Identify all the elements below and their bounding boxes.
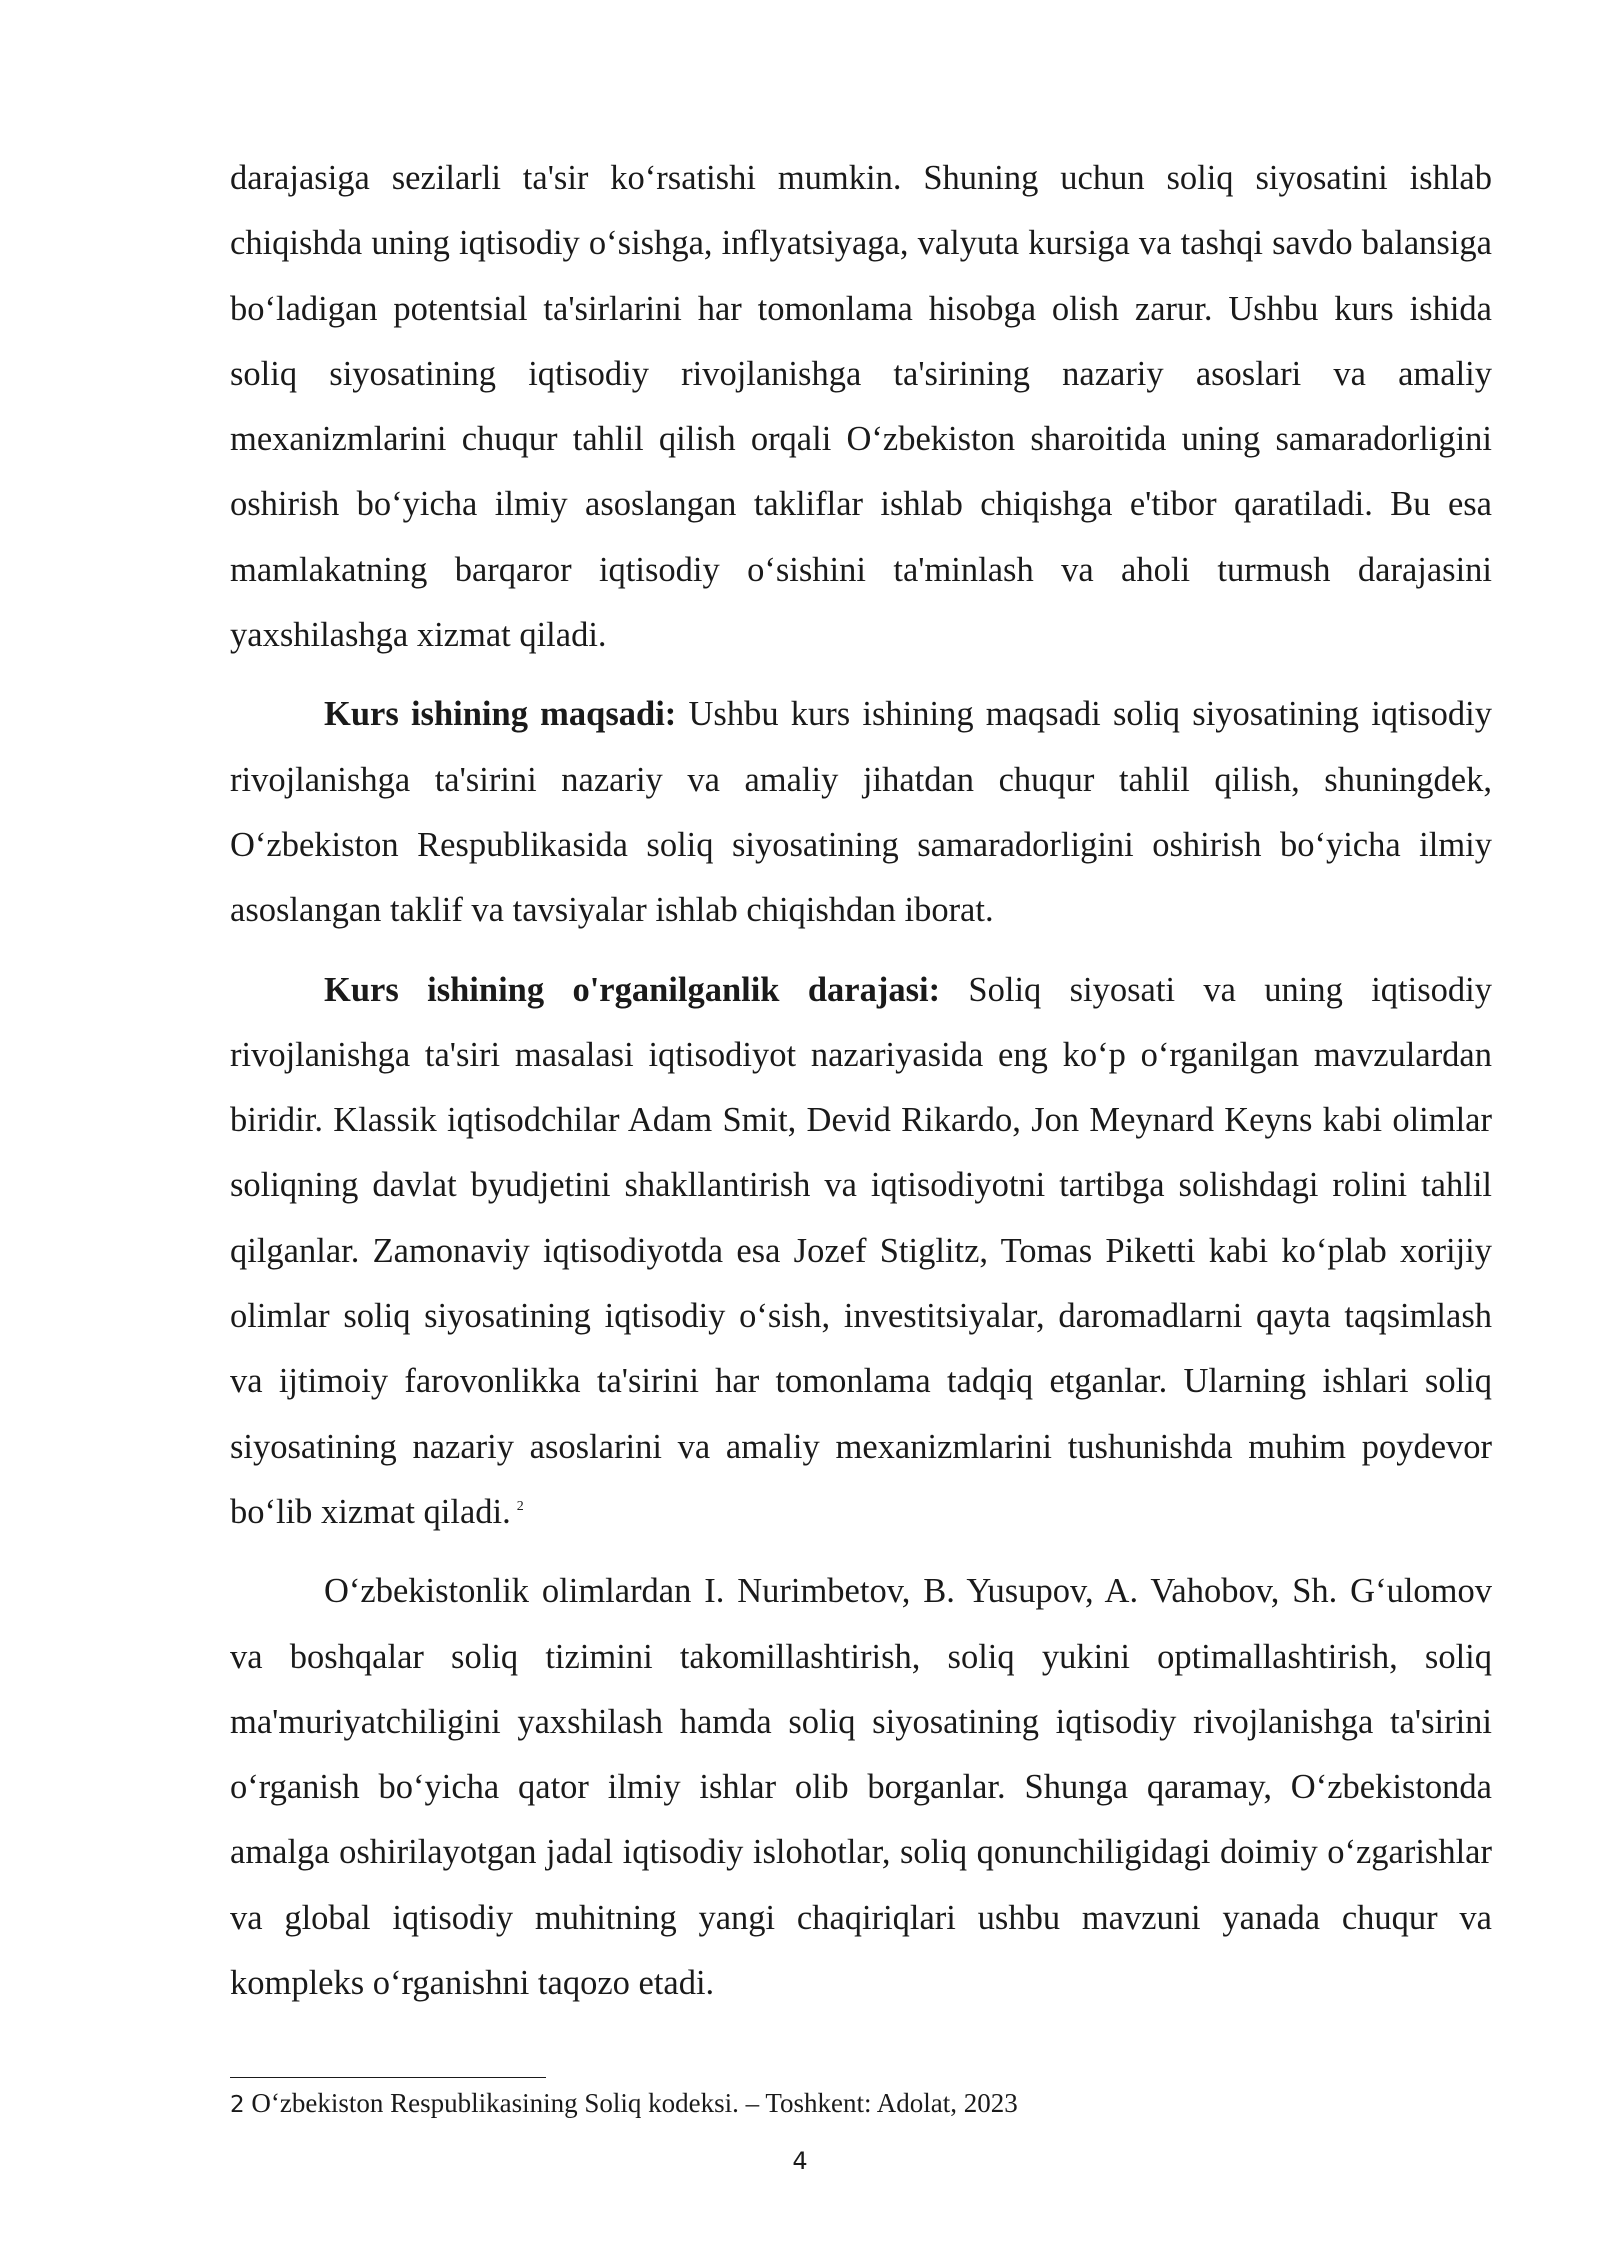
page-number: 4	[792, 2147, 808, 2175]
paragraph-study-level	[230, 958, 1492, 1546]
footnote	[230, 2086, 1492, 2122]
paragraph-heading-study-level: Kurs ishining o'rganilganlik darajasi:	[324, 970, 941, 1009]
paragraph-text: Soliq siyosati va uning iqtisodiy rivojlanishga ta'siri masalasi iqtisodiyot nazariyasida eng ko‘p o‘rganilgan mavzulardan biridir. Klassik iqtisodchilar Adam Smit, Devid Rikardo, Jon Meynard Keyns kabi olimlar soliqning davlat byudjetini shakllantirish va iqtisodiyotni tartibga solishdagi rolini tahlil qilganlar. Zamonaviy iqtisodiyotda esa Jozef Stiglitz, Tomas Piketti kabi ko‘plab xorijiy olimlar soliq siyosatining iqtisodiy o‘sish, investitsiyalar, daromadlarni qayta taqsimlash va ijtimoiy farovonlikka ta'sirini har tomonlama tadqiq etganlar. Ularning ishlari soliq siyosatining nazariy asoslarini va amaliy mexanizmlarini tushunishda muhim poydevor bo‘lib xizmat qiladi.	[230, 970, 1492, 1531]
footnote-number: 2	[230, 2092, 245, 2118]
paragraph-text: Ushbu kurs ishining maqsadi soliq siyosatining iqtisodiy rivojlanishga ta'sirini nazariy va amaliy jihatdan chuqur tahlil qilish, shuningdek, O‘zbekiston Respublikasida soliq siyosatining samaradorligini oshirish bo‘yicha ilmiy asoslangan taklif va tavsiyalar ishlab chiqishdan iborat.	[230, 695, 1492, 930]
paragraph-intro-continuation	[230, 146, 1492, 668]
paragraph-text: O‘zbekistonlik olimlardan I. Nurimbetov, B. Yusupov, A. Vahobov, Sh. G‘ulomov va boshqalar soliq tizimini takomillashtirish, soliq yukini optimallashtirish, soliq ma'muriyatchiligini yaxshilash hamda soliq siyosatining iqtisodiy rivojlanishga ta'sirini o‘rganish bo‘yicha qator ilmiy ishlar olib borganlar. Shunga qaramay, O‘zbekistonda amalga oshirilayotgan jadal iqtisodiy islohotlar, soliq qonunchiligidagi doimiy o‘zgarishlar va global iqtisodiy muhitning yangi chaqiriqlari ushbu mavzuni yanada chuqur va kompleks o‘rganishni taqozo etadi.	[230, 1572, 1492, 2003]
paragraph-heading-goal: Kurs ishining maqsadi:	[324, 695, 677, 734]
paragraph-uzbek-scholars	[230, 1559, 1492, 2016]
footnote-text: O‘zbekiston Respublikasining Soliq kodeksi. – Toshkent: Adolat, 2023	[244, 2088, 1018, 2118]
footnote-separator	[230, 2077, 546, 2078]
paragraph-text: darajasiga sezilarli ta'sir ko‘rsatishi mumkin. Shuning uchun soliq siyosatini ishlab chiqishda uning iqtisodiy o‘sishga, inflyatsiyaga, valyuta kursiga va tashqi savdo balansiga bo‘ladigan potentsial ta'sirlarini har tomonlama hisobga olish zarur. Ushbu kurs ishida soliq siyosatining iqtisodiy rivojlanishga ta'sirining nazariy asoslari va amaliy mexanizmlarini chuqur tahlil qilish orqali O‘zbekiston sharoitida uning samaradorligini oshirish bo‘yicha ilmiy asoslangan takliflar ishlab chiqishga e'tibor qaratiladi. Bu esa mamlakatning barqaror iqtisodiy o‘sishini ta'minlash va aholi turmush darajasini yaxshilashga xizmat qiladi.	[230, 159, 1492, 655]
footnote-reference[interactable]: 2	[516, 1499, 524, 1515]
paragraph-course-goal	[230, 682, 1492, 943]
document-page	[230, 146, 1492, 2016]
